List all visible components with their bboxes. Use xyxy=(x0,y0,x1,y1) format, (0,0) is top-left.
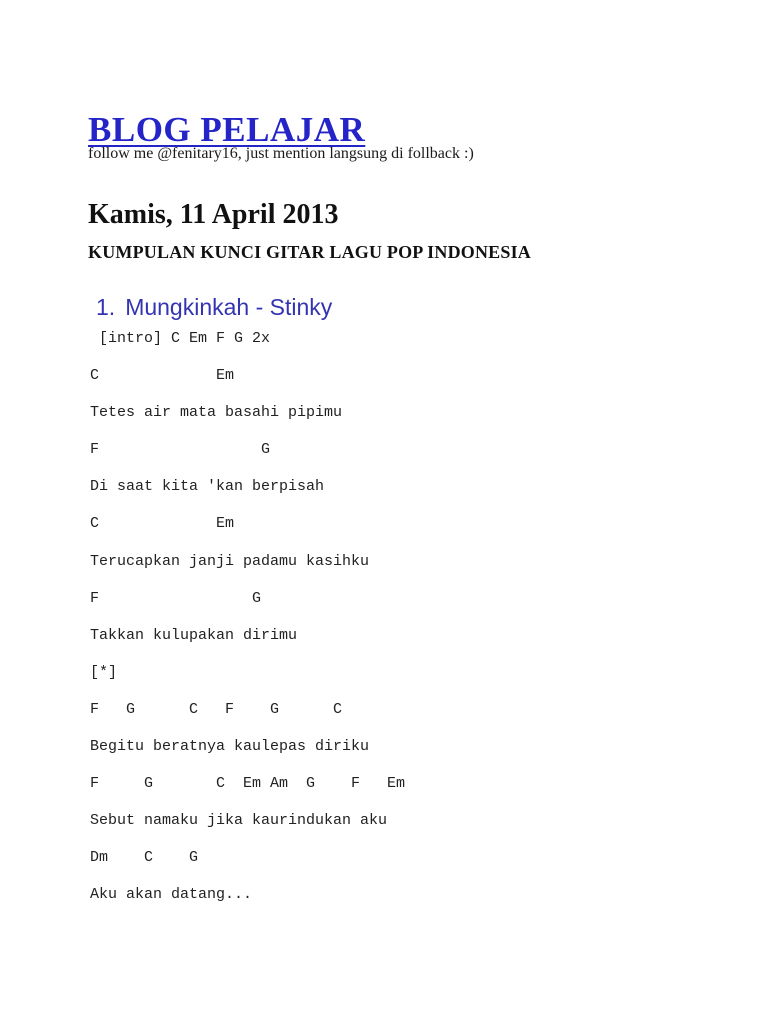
lyric-line: Di saat kita 'kan berpisah xyxy=(90,478,325,496)
chord-line: F G xyxy=(90,589,262,607)
post-date-heading: Kamis, 11 April 2013 xyxy=(88,199,339,231)
song-title-link[interactable] xyxy=(96,293,332,322)
chord-line: F G C F G C xyxy=(90,700,343,718)
lyric-line: Aku akan datang... xyxy=(90,886,253,904)
lyric-line: Terucapkan janji padamu kasihku xyxy=(90,552,370,570)
chord-line: C Em xyxy=(90,515,235,533)
blog-title-link[interactable]: BLOG PELAJAR xyxy=(88,110,366,150)
lyric-line: Sebut namaku jika kaurindukan aku xyxy=(90,812,388,830)
post-title-heading: KUMPULAN KUNCI GITAR LAGU POP INDONESIA xyxy=(88,242,531,262)
lyric-line: Tetes air mata basahi pipimu xyxy=(90,404,343,422)
song-number: 1. xyxy=(96,294,116,320)
section-marker: [*] xyxy=(90,663,118,681)
follow-me-text: follow me @fenitary16, just mention langsung di follback :) xyxy=(88,145,474,162)
lyric-line: Begitu beratnya kaulepas diriku xyxy=(90,738,370,756)
chord-line: F G C Em Am G F Em xyxy=(90,775,406,793)
chord-line: Dm C G xyxy=(90,849,199,867)
chord-line: F G xyxy=(90,441,271,459)
song-title-text: Mungkinkah - Stinky xyxy=(125,294,333,320)
lyric-line: Takkan kulupakan dirimu xyxy=(90,626,298,644)
chord-line: C Em xyxy=(90,367,235,385)
intro-line: [intro] C Em F G 2x xyxy=(90,330,271,347)
chord-sheet xyxy=(90,320,710,914)
